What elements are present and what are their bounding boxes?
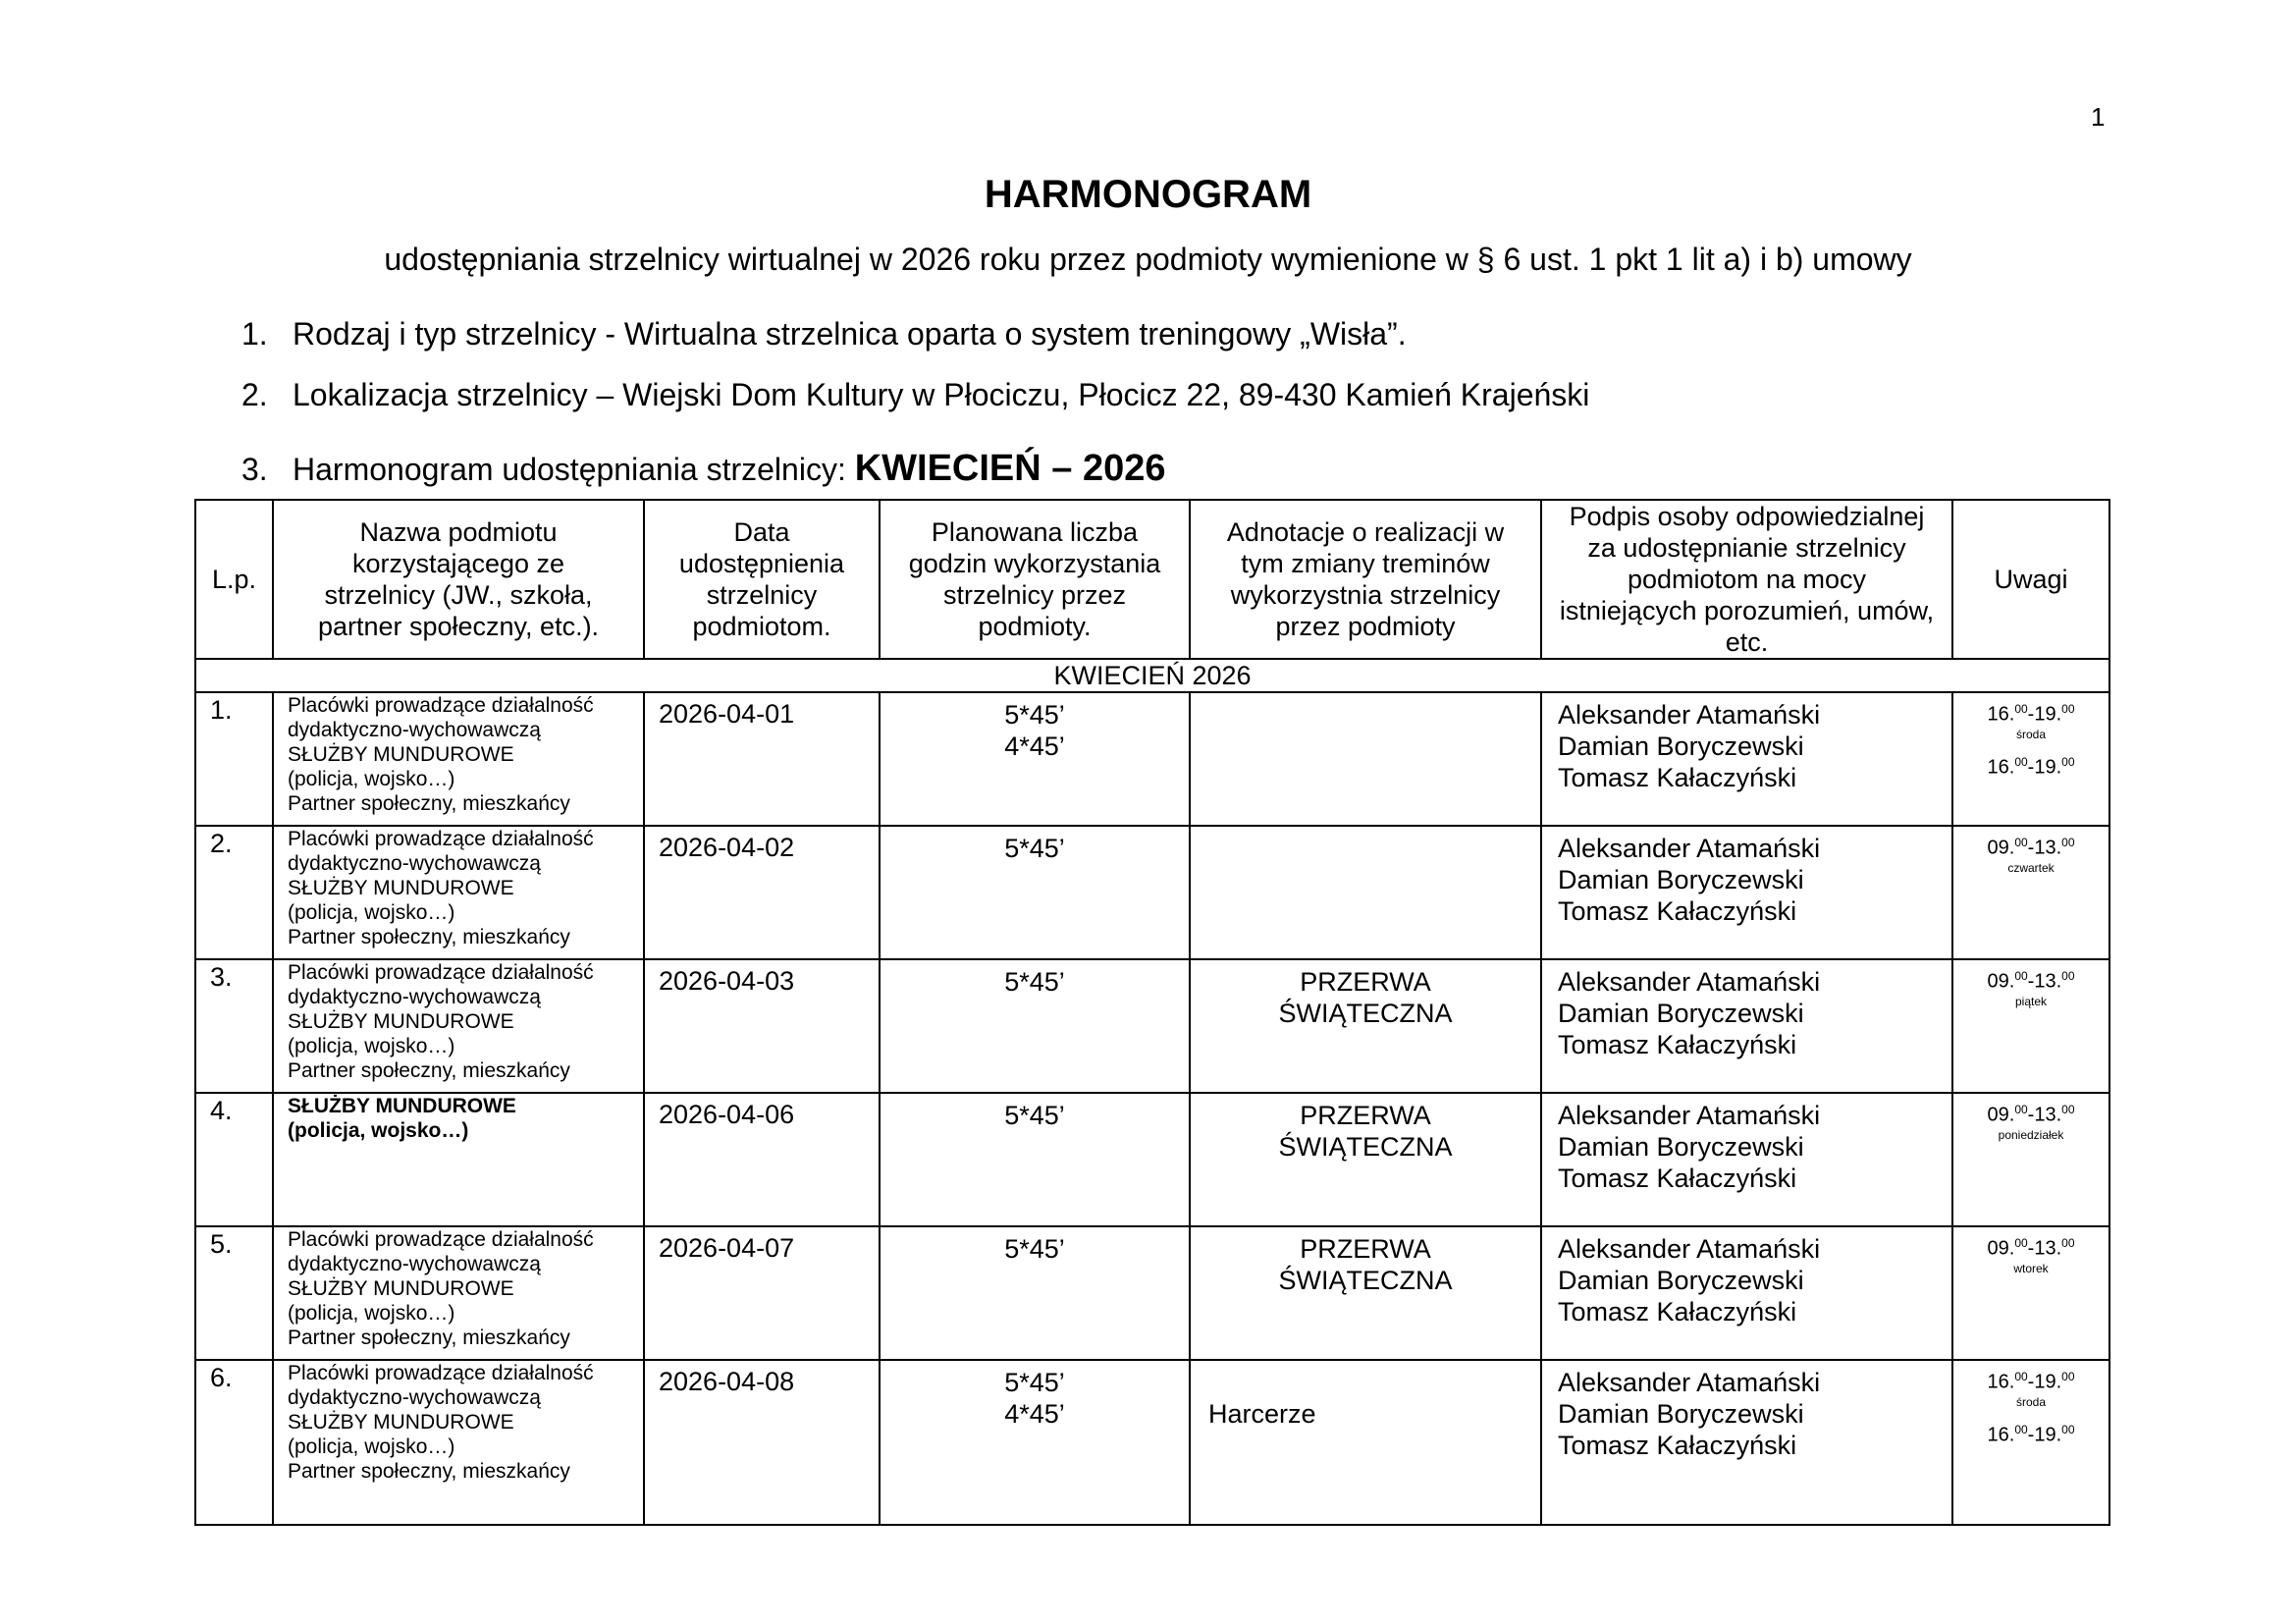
- time-end: -13.: [2027, 1104, 2062, 1126]
- weekday-label: środa: [2015, 1394, 2047, 1409]
- signer-name: Damian Boryczewski: [1558, 1399, 1804, 1429]
- time-end-minutes: 00: [2061, 1370, 2075, 1383]
- column-header-entity: Nazwa podmiotu korzystającego ze strzelnicy (JW., szkoła, partner społeczny, etc.).: [273, 500, 644, 659]
- document-subtitle: udostępniania strzelnicy wirtualnej w 2026 roku przez podmioty wymienione w § 6 ust. 1 pkt 1 lit a) i b) umowy: [384, 242, 1912, 277]
- month-label: KWIECIEŃ 2026: [195, 659, 2109, 692]
- notes-cell: [1190, 1093, 1541, 1226]
- entity-line: Partner społeczny, mieszkańcy: [288, 1326, 570, 1349]
- signer-name: Tomasz Kałaczyński: [1558, 1297, 1797, 1326]
- column-header-remarks: Uwagi: [1952, 500, 2109, 659]
- time-end-minutes: 00: [2061, 836, 2075, 849]
- time-end-minutes: 00: [2061, 754, 2075, 769]
- entity-line: dydaktyczno-wychowawczą: [288, 852, 541, 875]
- time-start-minutes: 00: [2014, 1370, 2028, 1383]
- entity-line: Placówki prowadzące działalność: [288, 828, 594, 850]
- signature-cell: [1541, 1226, 1952, 1360]
- time-end: -19.: [2027, 703, 2062, 726]
- hours-line: 5*45’: [1004, 1368, 1065, 1397]
- column-header-lp: L.p.: [195, 500, 273, 659]
- time-end-minutes: 00: [2061, 702, 2075, 716]
- column-header-signature: Podpis osoby odpowiedzialnej za udostępnianie strzelnicy podmiotom na mocy istniejących porozumień, umów, etc.: [1541, 500, 1952, 659]
- notes-cell: [1190, 959, 1541, 1093]
- signer-name: Aleksander Atamański: [1558, 1368, 1821, 1397]
- entity-line: SŁUŻBY MUNDUROWE: [288, 1095, 516, 1117]
- signer-name: Tomasz Kałaczyński: [1558, 1164, 1797, 1193]
- entity-line: dydaktyczno-wychowawczą: [288, 1253, 541, 1275]
- time-range: [1953, 1098, 2109, 1127]
- time-end: -13.: [2027, 970, 2062, 993]
- entity-line: Partner społeczny, mieszkańcy: [288, 792, 570, 815]
- hours-cell: [880, 1360, 1190, 1525]
- column-header-date: Data udostępnienia strzelnicy podmiotom.: [644, 500, 880, 659]
- time-start-minutes: 00: [2014, 1422, 2028, 1436]
- column-header-hours: Planowana liczba godzin wykorzystania strzelnicy przez podmioty.: [880, 500, 1190, 659]
- time-range: [1953, 697, 2109, 727]
- notes-line: ŚWIĄTECZNA: [1278, 999, 1453, 1028]
- signer-name: Tomasz Kałaczyński: [1558, 1431, 1797, 1460]
- hours-cell: [880, 826, 1190, 959]
- table-row: [195, 1360, 2109, 1525]
- entity-line: SŁUŻBY MUNDUROWE: [288, 1277, 514, 1300]
- table-header-row: [195, 500, 2109, 659]
- point-number: 1.: [241, 316, 268, 352]
- entity-line: SŁUŻBY MUNDUROWE: [288, 1411, 514, 1434]
- time-range: [1953, 750, 2109, 780]
- time-start-minutes: 00: [2014, 836, 2028, 849]
- time-range: [1953, 964, 2109, 994]
- table-row: [195, 1093, 2109, 1226]
- entity-line: SŁUŻBY MUNDUROWE: [288, 743, 514, 766]
- signature-cell: [1541, 1360, 1952, 1525]
- entity-line: (policja, wojsko…): [288, 1035, 455, 1057]
- remarks-cell: [1952, 692, 2109, 826]
- signer-name: Damian Boryczewski: [1558, 865, 1804, 894]
- notes-line: PRZERWA: [1300, 1101, 1431, 1130]
- time-start-minutes: 00: [2014, 702, 2028, 716]
- weekday-label: piątek: [2014, 994, 2048, 1008]
- page-number: 1: [2091, 102, 2106, 132]
- notes-line: ŚWIĄTECZNA: [1278, 1132, 1453, 1162]
- info-point-type: [241, 316, 1589, 377]
- signer-name: Damian Boryczewski: [1558, 999, 1804, 1028]
- time-range: [1953, 1231, 2109, 1261]
- date-cell: 2026-04-02: [644, 826, 880, 959]
- entity-line: (policja, wojsko…): [288, 768, 455, 790]
- weekday-label: czwartek: [2007, 860, 2055, 875]
- signer-name: Aleksander Atamański: [1558, 1101, 1821, 1130]
- weekday-label: wtorek: [2013, 1261, 2049, 1275]
- time-start-minutes: 00: [2014, 1103, 2028, 1116]
- table-row: [195, 826, 2109, 959]
- signature-cell: [1541, 692, 1952, 826]
- entity-line: SŁUŻBY MUNDUROWE: [288, 1010, 514, 1033]
- time-start: 09.: [1987, 1104, 2015, 1126]
- hours-cell: [880, 1093, 1190, 1226]
- point-text: Lokalizacja strzelnicy – Wiejski Dom Kultury w Płociczu, Płocicz 22, 89-430 Kamień Krajeński: [293, 377, 1590, 412]
- time-start: 09.: [1987, 1237, 2015, 1260]
- entity-cell: [273, 1093, 644, 1226]
- point-number: 2.: [241, 377, 268, 412]
- table-row: [195, 959, 2109, 1093]
- hours-line: 5*45’: [1004, 1101, 1065, 1130]
- entity-line: SŁUŻBY MUNDUROWE: [288, 877, 514, 899]
- entity-line: (policja, wojsko…): [288, 1302, 455, 1325]
- remarks-cell: [1952, 826, 2109, 959]
- column-header-notes: Adnotacje o realizacji w tym zmiany treminów wykorzystnia strzelnicy przez podmioty: [1190, 500, 1541, 659]
- row-number: 3.: [195, 959, 273, 1093]
- entity-line: Placówki prowadzące działalność: [288, 1228, 594, 1251]
- date-cell: 2026-04-07: [644, 1226, 880, 1360]
- notes-cell: [1190, 692, 1541, 826]
- row-number: 6.: [195, 1360, 273, 1525]
- date-cell: 2026-04-06: [644, 1093, 880, 1226]
- entity-line: Partner społeczny, mieszkańcy: [288, 1059, 570, 1082]
- notes-line: ŚWIĄTECZNA: [1278, 1266, 1453, 1295]
- entity-line: dydaktyczno-wychowawczą: [288, 1386, 541, 1409]
- hours-line: 5*45’: [1004, 1234, 1065, 1264]
- time-end-minutes: 00: [2061, 1422, 2075, 1436]
- entity-cell: [273, 1360, 644, 1525]
- remarks-cell: [1952, 1360, 2109, 1525]
- entity-line: Partner społeczny, mieszkańcy: [288, 1460, 570, 1483]
- entity-cell: [273, 1226, 644, 1360]
- signer-name: Tomasz Kałaczyński: [1558, 763, 1797, 792]
- time-end: -19.: [2027, 756, 2062, 779]
- entity-line: dydaktyczno-wychowawczą: [288, 719, 541, 741]
- entity-line: (policja, wojsko…): [288, 1119, 469, 1142]
- row-number: 4.: [195, 1093, 273, 1226]
- entity-line: (policja, wojsko…): [288, 1435, 455, 1458]
- signature-cell: [1541, 1093, 1952, 1226]
- schedule-table: [194, 499, 2110, 1526]
- signer-name: Aleksander Atamański: [1558, 834, 1821, 863]
- date-cell: 2026-04-08: [644, 1360, 880, 1525]
- entity-line: (policja, wojsko…): [288, 901, 455, 924]
- row-number: 2.: [195, 826, 273, 959]
- time-start-minutes: 00: [2014, 969, 2028, 983]
- time-range: [1953, 1365, 2109, 1394]
- info-points: [241, 316, 1589, 509]
- signer-name: Damian Boryczewski: [1558, 1266, 1804, 1295]
- time-range: [1953, 831, 2109, 860]
- notes-line: PRZERWA: [1300, 967, 1431, 997]
- hours-cell: [880, 692, 1190, 826]
- remarks-cell: [1952, 959, 2109, 1093]
- time-start-minutes: 00: [2014, 754, 2028, 769]
- point-text: [293, 448, 1166, 490]
- signer-name: Tomasz Kałaczyński: [1558, 896, 1797, 926]
- time-end: -19.: [2027, 1424, 2062, 1446]
- hours-line: 5*45’: [1004, 700, 1065, 730]
- entity-cell: [273, 959, 644, 1093]
- point-label: Harmonogram udostępniania strzelnicy:: [293, 452, 855, 487]
- hours-line: 4*45’: [1004, 1399, 1065, 1429]
- remarks-cell: [1952, 1093, 2109, 1226]
- notes-line: PRZERWA: [1300, 1234, 1431, 1264]
- hours-line: 5*45’: [1004, 834, 1065, 863]
- entity-cell: [273, 692, 644, 826]
- entity-line: Placówki prowadzące działalność: [288, 961, 594, 984]
- time-start: 16.: [1987, 1371, 2015, 1393]
- entity-line: Placówki prowadzące działalność: [288, 1362, 594, 1384]
- signer-name: Damian Boryczewski: [1558, 1132, 1804, 1162]
- hours-line: 5*45’: [1004, 967, 1065, 997]
- time-start: 09.: [1987, 837, 2015, 859]
- point-month-highlight: KWIECIEŃ – 2026: [854, 448, 1166, 489]
- time-end: -13.: [2027, 1237, 2062, 1260]
- time-start-minutes: 00: [2014, 1236, 2028, 1250]
- signer-name: Damian Boryczewski: [1558, 731, 1804, 761]
- time-start: 16.: [1987, 1424, 2015, 1446]
- time-end: -13.: [2027, 837, 2062, 859]
- row-number: 1.: [195, 692, 273, 826]
- date-cell: 2026-04-03: [644, 959, 880, 1093]
- signer-name: Tomasz Kałaczyński: [1558, 1030, 1797, 1059]
- row-number: 5.: [195, 1226, 273, 1360]
- time-range: [1953, 1418, 2109, 1447]
- signature-cell: [1541, 826, 1952, 959]
- signer-name: Aleksander Atamański: [1558, 967, 1821, 997]
- notes-cell: [1190, 1226, 1541, 1360]
- weekday-label: poniedziałek: [1998, 1127, 2064, 1142]
- weekday-label: środa: [2015, 727, 2047, 741]
- time-end-minutes: 00: [2061, 1236, 2075, 1250]
- hours-line: 4*45’: [1004, 731, 1065, 761]
- info-point-location: [241, 377, 1589, 438]
- table-row: [195, 692, 2109, 826]
- entity-line: Placówki prowadzące działalność: [288, 694, 594, 717]
- entity-line: Partner społeczny, mieszkańcy: [288, 926, 570, 948]
- notes-cell: Harcerze: [1190, 1360, 1541, 1525]
- signer-name: Aleksander Atamański: [1558, 1234, 1821, 1264]
- notes-cell: [1190, 826, 1541, 959]
- time-start: 09.: [1987, 970, 2015, 993]
- signer-name: Aleksander Atamański: [1558, 700, 1821, 730]
- time-start: 16.: [1987, 756, 2015, 779]
- time-end-minutes: 00: [2061, 1103, 2075, 1116]
- time-start: 16.: [1987, 703, 2015, 726]
- document-title: HARMONOGRAM: [984, 173, 1312, 216]
- time-end: -19.: [2027, 1371, 2062, 1393]
- signature-cell: [1541, 959, 1952, 1093]
- month-row: [195, 659, 2109, 692]
- point-text: Rodzaj i typ strzelnicy - Wirtualna strzelnica oparta o system treningowy „Wisła”.: [293, 316, 1407, 352]
- hours-cell: [880, 1226, 1190, 1360]
- remarks-cell: [1952, 1226, 2109, 1360]
- time-end-minutes: 00: [2061, 969, 2075, 983]
- entity-line: dydaktyczno-wychowawczą: [288, 986, 541, 1008]
- entity-cell: [273, 826, 644, 959]
- date-cell: 2026-04-01: [644, 692, 880, 826]
- hours-cell: [880, 959, 1190, 1093]
- point-number: 3.: [241, 452, 268, 487]
- table-row: [195, 1226, 2109, 1360]
